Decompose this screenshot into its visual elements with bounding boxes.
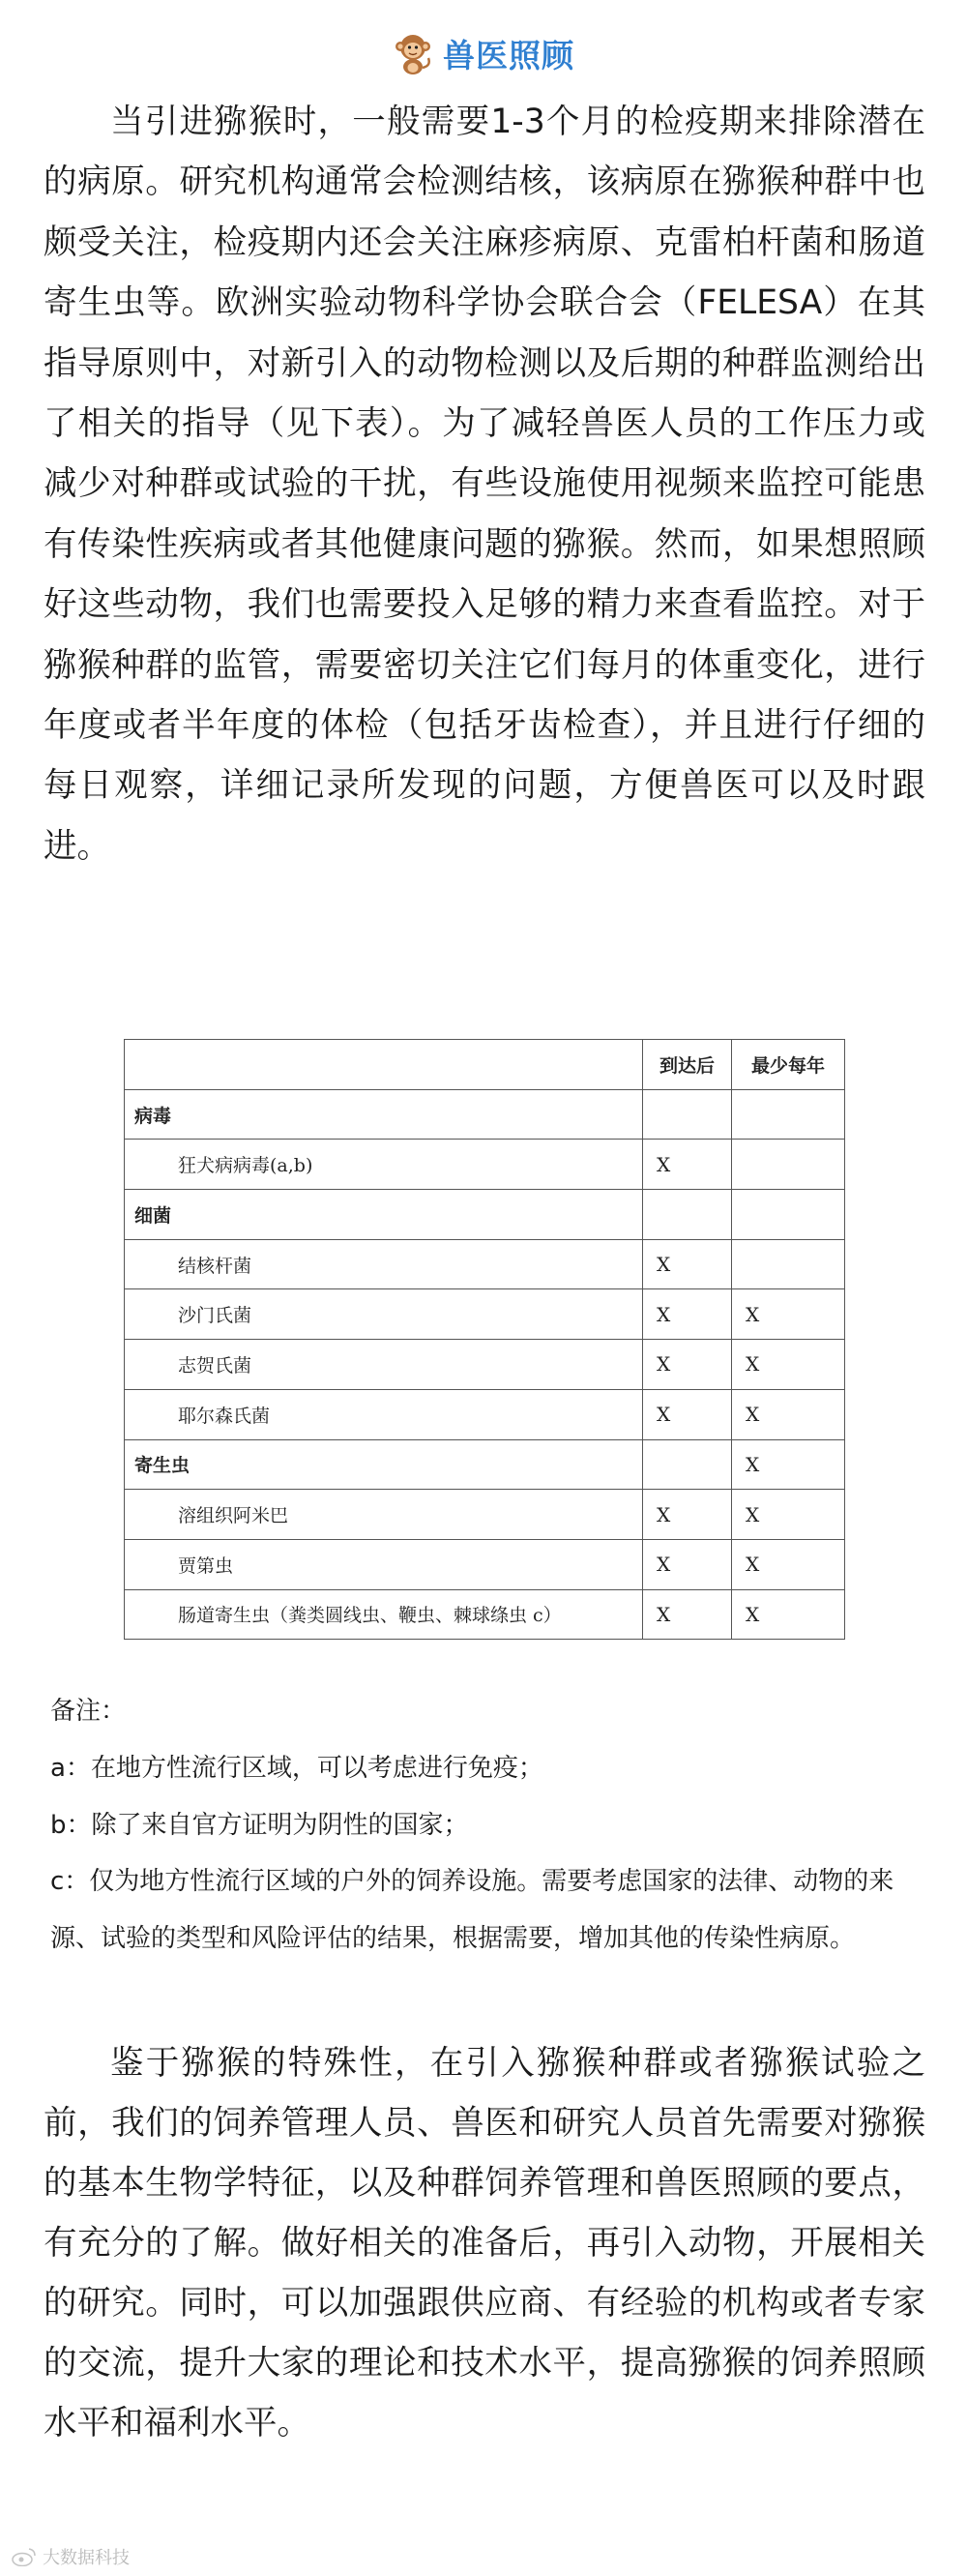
table-category-row <box>125 1439 845 1490</box>
watermark <box>12 2544 130 2569</box>
table-row <box>125 1490 845 1540</box>
note-a: a：在地方性流行区域，可以考虑进行免疫； <box>50 1753 543 1783</box>
row-label: 溶组织阿米巴 <box>125 1490 643 1540</box>
annual-mark: X <box>732 1289 845 1340</box>
table-category-row <box>125 1089 845 1140</box>
row-label: 肠道寄生虫（粪类圆线虫、鞭虫、棘球绦虫 c） <box>125 1589 643 1640</box>
arrival-mark: X <box>643 1490 732 1540</box>
row-label: 志贺氏菌 <box>125 1340 643 1390</box>
section-header <box>0 29 967 77</box>
table-row <box>125 1289 845 1340</box>
annual-mark: X <box>732 1589 845 1640</box>
table-row <box>125 1340 845 1390</box>
watermark-text: 大数据科技 <box>43 2548 130 2568</box>
table-row <box>125 1589 845 1640</box>
annual-mark: X <box>732 1389 845 1439</box>
row-label: 耶尔森氏菌 <box>125 1389 643 1439</box>
annual-mark <box>732 1239 845 1289</box>
notes-section <box>50 1683 930 1968</box>
row-label: 寄生虫 <box>125 1439 643 1490</box>
annual-mark: X <box>732 1490 845 1540</box>
arrival-mark: X <box>643 1140 732 1190</box>
arrival-mark: X <box>643 1340 732 1390</box>
weibo-icon <box>12 2547 37 2566</box>
arrival-mark: X <box>643 1589 732 1640</box>
annual-mark: X <box>732 1340 845 1390</box>
section-title: 兽医照顾 <box>443 36 574 74</box>
row-label: 结核杆菌 <box>125 1239 643 1289</box>
row-label: 细菌 <box>125 1190 643 1240</box>
annual-mark: X <box>732 1539 845 1589</box>
table-row <box>125 1389 845 1439</box>
arrival-mark: X <box>643 1289 732 1340</box>
arrival-mark <box>643 1190 732 1240</box>
arrival-mark: X <box>643 1239 732 1289</box>
row-label: 病毒 <box>125 1089 643 1140</box>
arrival-mark: X <box>643 1539 732 1589</box>
table-row <box>125 1239 845 1289</box>
arrival-mark <box>643 1439 732 1490</box>
closing-paragraph: 鉴于猕猴的特殊性，在引入猕猴种群或者猕猴试验之前，我们的饲养管理人员、兽医和研究人员首先需要对猕猴的基本生物学特征，以及种群饲养管理和兽医照顾的要点，有充分的了解。做好相关的准备后，再引入动物，开展相关的研究。同时，可以加强跟供应商、有经验的机构或者专家的交流，提升大家的理论和技术水平，提高猕猴的饲养照顾水平和福利水平。 <box>44 2044 925 2443</box>
arrival-mark <box>643 1089 732 1140</box>
table-header-row <box>125 1040 845 1090</box>
table-row <box>125 1140 845 1190</box>
table-row <box>125 1539 845 1589</box>
annual-mark: X <box>732 1439 845 1490</box>
annual-mark <box>732 1140 845 1190</box>
intro-paragraph: 当引进猕猴时，一般需要1-3个月的检疫期来排除潜在的病原。研究机构通常会检测结核，该病原在猕猴种群中也颇受关注，检疫期内还会关注麻疹病原、克雷柏杆菌和肠道寄生虫等。欧洲实验动物科学协会联合会（FELESA）在其指导原则中，对新引入的动物检测以及后期的种群监测给出了相关的指导（见下表）。为了减轻兽医人员的工作压力或减少对种群或试验的干扰，有些设施使用视频来监控可能患有传染性疾病或者其他健康问题的猕猴。然而，如果想照顾好这些动物，我们也需要投入足够的精力来查看监控。对于猕猴种群的监管，需要密切关注它们每月的体重变化，进行年度或者半年度的体检（包括牙齿检查），并且进行仔细的每日观察，详细记录所发现的问题，方便兽医可以及时跟进。 <box>44 103 925 866</box>
annual-mark <box>732 1089 845 1140</box>
table-header-blank <box>125 1040 643 1090</box>
row-label: 贾第虫 <box>125 1539 643 1589</box>
note-c: c：仅为地方性流行区域的户外的饲养设施。需要考虑国家的法律、动物的来源、试验的类型和风险评估的结果，根据需要，增加其他的传染性病原。 <box>50 1867 894 1954</box>
table-header-annual: 最少每年 <box>732 1040 845 1090</box>
annual-mark <box>732 1190 845 1240</box>
arrival-mark: X <box>643 1389 732 1439</box>
screening-table <box>124 1039 844 1640</box>
table-category-row <box>125 1190 845 1240</box>
table-header-arrival: 到达后 <box>643 1040 732 1090</box>
row-label: 沙门氏菌 <box>125 1289 643 1340</box>
notes-title: 备注： <box>50 1697 127 1726</box>
monkey-icon <box>393 31 433 75</box>
note-b: b：除了来自官方证明为阴性的国家； <box>50 1810 469 1840</box>
row-label: 狂犬病病毒(a,b) <box>125 1140 643 1190</box>
